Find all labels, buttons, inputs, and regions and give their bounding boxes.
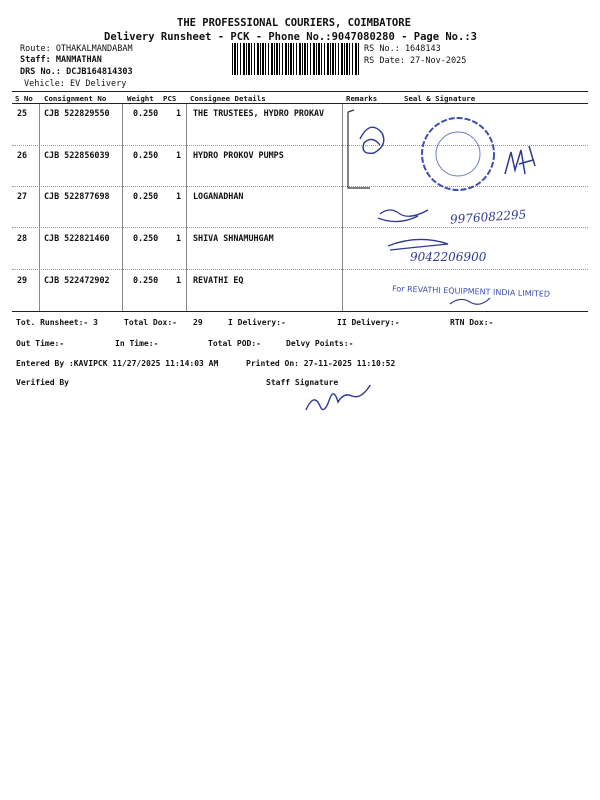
delvy-points: Delvy Points:- (286, 339, 354, 348)
seal-inner-ring (436, 132, 480, 176)
staff-name: MANMATHAN (55, 55, 102, 65)
barcode (232, 43, 360, 75)
route-label: Route: OTHAKALMANDABAM (20, 44, 133, 54)
row-consignee: LOGANADHAN (193, 191, 244, 201)
row26-signature (505, 146, 535, 174)
out-time: Out Time:- (16, 339, 65, 348)
i-delivery: I Delivery:- (228, 318, 286, 327)
col-remarks: Remarks (346, 94, 378, 103)
drs-number: DCJB164814303 (66, 67, 133, 77)
row-consignment: CJB 522877698 (44, 191, 110, 201)
printed-on: Printed On: 27-11-2025 11:10:52 (246, 359, 396, 368)
staff-label: Staff: (20, 55, 51, 65)
rs-number: RS No.: 1648143 (364, 44, 441, 54)
row-consignment: CJB 522472902 (44, 275, 110, 285)
staff-signature-label: Staff Signature (266, 378, 339, 387)
bracket-mark (348, 110, 370, 188)
col-divider (186, 104, 187, 311)
row-consignee: HYDRO PROKOV PUMPS (193, 150, 284, 160)
col-sno: S No (15, 94, 33, 103)
ii-delivery: II Delivery:- (337, 318, 400, 327)
row-sno: 27 (17, 191, 28, 201)
row-weight: 0.250 (133, 233, 159, 243)
row28-signature (388, 239, 448, 250)
total-dox-value: 29 (193, 318, 203, 327)
row-consignment: CJB 522821460 (44, 233, 110, 243)
row-weight: 0.250 (133, 275, 159, 285)
table-top-border (12, 91, 588, 92)
verified-by: Verified By (16, 378, 69, 387)
staff-line (20, 55, 102, 65)
row-weight: 0.250 (133, 191, 159, 201)
runsheet-subtitle: Delivery Runsheet - PCK - Phone No.:9047080280 - Page No.:3 (104, 31, 477, 43)
row28-phone: 9042206900 (410, 250, 487, 264)
staff-signature (300, 385, 380, 420)
vehicle-label: Vehicle: EV Delivery (24, 79, 127, 89)
col-divider (39, 104, 40, 311)
col-weight: Weight (127, 94, 154, 103)
row29-signature (450, 298, 490, 304)
row-sno: 29 (17, 275, 28, 285)
total-pod: Total POD:- (208, 339, 261, 348)
row-consignee: SHIVA SHNAMUHGAM (193, 233, 274, 243)
drs-label: DRS No.: (20, 67, 61, 77)
row-pcs: 1 (176, 150, 182, 160)
total-dox-label: Total Dox:- (124, 318, 177, 327)
row-consignee: REVATHI EQ (193, 275, 244, 285)
col-pcs: PCS (163, 94, 177, 103)
row-consignment: CJB 522856039 (44, 150, 110, 160)
row-pcs: 1 (176, 233, 182, 243)
in-time: In Time:- (115, 339, 159, 348)
col-seal-signature: Seal & Signature (404, 94, 476, 103)
col-divider (122, 104, 123, 311)
row-sno: 26 (17, 150, 28, 160)
col-consignee: Consignee Details (190, 94, 266, 103)
row-consignee: THE TRUSTEES, HYDRO PROKAV (193, 108, 325, 118)
drs-line (20, 67, 133, 77)
row-weight: 0.250 (133, 150, 159, 160)
col-consignment: Consignment No (44, 94, 107, 103)
tot-runsheet: Tot. Runsheet:- 3 (16, 318, 98, 327)
remark-signature (360, 127, 384, 153)
row-pcs: 1 (176, 108, 182, 118)
row-consignment: CJB 522829550 (44, 108, 110, 118)
row27-phone: 9976082295 (449, 207, 527, 227)
row-pcs: 1 (176, 191, 182, 201)
company-name: THE PROFESSIONAL COURIERS, COIMBATORE (177, 17, 411, 29)
entered-by: Entered By :KAVIPCK 11/27/2025 11:14:03 AM (16, 359, 219, 368)
row-sno: 25 (17, 108, 28, 118)
rs-date: RS Date: 27-Nov-2025 (364, 56, 467, 66)
row27-signature (378, 210, 428, 222)
row-weight: 0.250 (133, 108, 159, 118)
seal-stamp (422, 118, 494, 190)
row29-company-stamp: For REVATHI EQUIPMENT INDIA LIMITED (391, 284, 551, 299)
signature-overlay (340, 104, 590, 314)
row-sno: 28 (17, 233, 28, 243)
row-pcs: 1 (176, 275, 182, 285)
rtn-dox: RTN Dox:- (450, 318, 494, 327)
